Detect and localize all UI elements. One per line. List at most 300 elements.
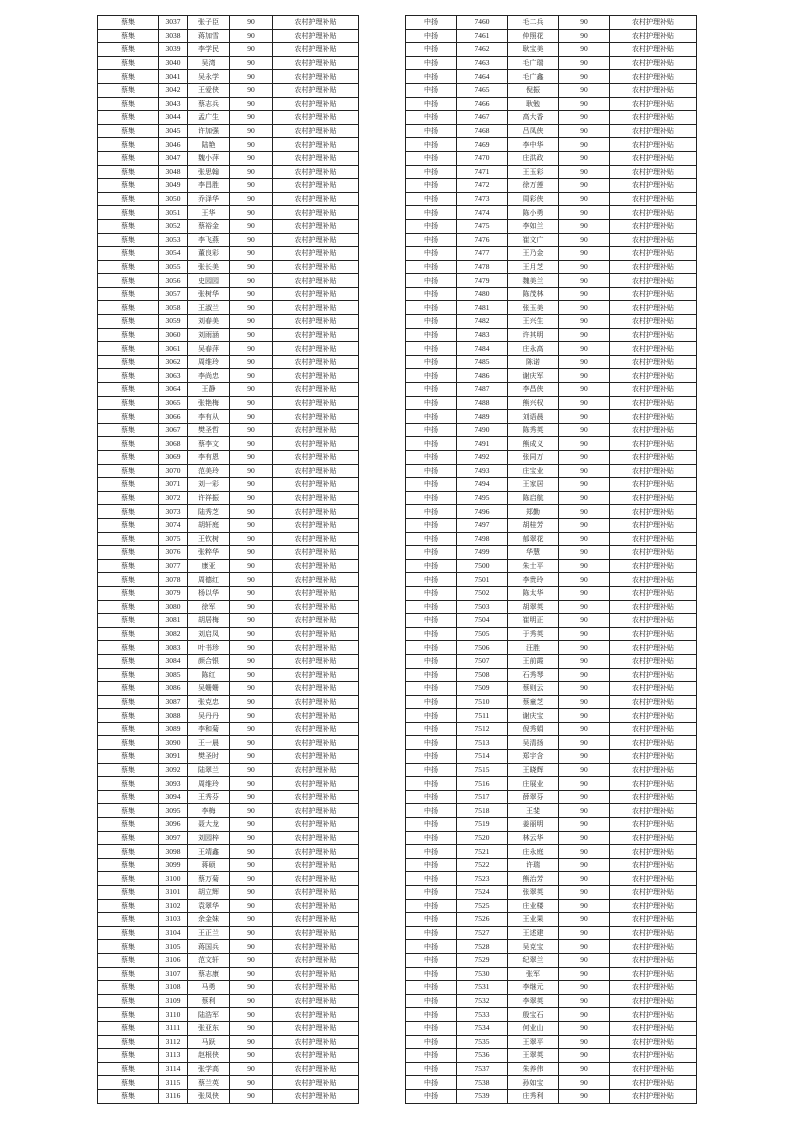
subsidy-type-cell: 农村护理补贴 — [610, 627, 697, 641]
serial-number-cell: 7461 — [457, 29, 508, 43]
serial-number-cell: 3113 — [159, 1049, 188, 1063]
name-cell: 袁翠华 — [188, 899, 230, 913]
amount-cell: 90 — [230, 709, 273, 723]
serial-number-cell: 7473 — [457, 192, 508, 206]
serial-number-cell: 7526 — [457, 913, 508, 927]
subsidy-type-cell: 农村护理补贴 — [610, 165, 697, 179]
serial-number-cell: 3053 — [159, 233, 188, 247]
serial-number-cell: 3051 — [159, 206, 188, 220]
amount-cell: 90 — [559, 274, 610, 288]
name-cell: 汪胜 — [508, 641, 559, 655]
amount-cell: 90 — [559, 287, 610, 301]
subsidy-type-cell: 农村护理补贴 — [273, 1076, 359, 1090]
town-cell: 蔡集 — [98, 845, 159, 859]
table-row — [406, 926, 697, 940]
subsidy-type-cell: 农村护理补贴 — [273, 179, 359, 193]
town-cell: 中扬 — [406, 1089, 457, 1103]
town-cell: 蔡集 — [98, 518, 159, 532]
serial-number-cell: 7491 — [457, 437, 508, 451]
name-cell: 范文轩 — [188, 953, 230, 967]
subsidy-type-cell: 农村护理补贴 — [273, 1021, 359, 1035]
amount-cell: 90 — [559, 1089, 610, 1103]
serial-number-cell: 3112 — [159, 1035, 188, 1049]
serial-number-cell: 7507 — [457, 654, 508, 668]
serial-number-cell: 3099 — [159, 858, 188, 872]
serial-number-cell: 7513 — [457, 736, 508, 750]
amount-cell: 90 — [559, 29, 610, 43]
amount-cell: 90 — [230, 97, 273, 111]
subsidy-type-cell: 农村护理补贴 — [610, 1062, 697, 1076]
table-row — [406, 396, 697, 410]
subsidy-type-cell: 农村护理补贴 — [273, 994, 359, 1008]
town-cell: 蔡集 — [98, 627, 159, 641]
serial-number-cell: 3037 — [159, 16, 188, 30]
amount-cell: 90 — [230, 532, 273, 546]
table-row — [406, 994, 697, 1008]
town-cell: 蔡集 — [98, 369, 159, 383]
name-cell: 王述建 — [508, 926, 559, 940]
table-row — [98, 994, 359, 1008]
amount-cell: 90 — [230, 1021, 273, 1035]
town-cell: 蔡集 — [98, 464, 159, 478]
table-row — [406, 518, 697, 532]
town-cell: 中扬 — [406, 1021, 457, 1035]
serial-number-cell: 7483 — [457, 328, 508, 342]
table-row — [406, 573, 697, 587]
table-row — [406, 97, 697, 111]
amount-cell: 90 — [559, 138, 610, 152]
town-cell: 中扬 — [406, 369, 457, 383]
table-row — [98, 1049, 359, 1063]
name-cell: 蒋国兵 — [188, 940, 230, 954]
name-cell: 王家居 — [508, 478, 559, 492]
amount-cell: 90 — [559, 16, 610, 30]
town-cell: 蔡集 — [98, 97, 159, 111]
subsidy-type-cell: 农村护理补贴 — [610, 451, 697, 465]
table-row — [406, 695, 697, 709]
name-cell: 崔文广 — [508, 233, 559, 247]
town-cell: 蔡集 — [98, 1049, 159, 1063]
table-row — [406, 206, 697, 220]
name-cell: 孟广生 — [188, 111, 230, 125]
name-cell: 蔡则云 — [508, 682, 559, 696]
serial-number-cell: 7492 — [457, 451, 508, 465]
table-row — [98, 451, 359, 465]
subsidy-type-cell: 农村护理补贴 — [273, 804, 359, 818]
serial-number-cell: 7463 — [457, 56, 508, 70]
town-cell: 蔡集 — [98, 451, 159, 465]
name-cell: 庄永庭 — [508, 845, 559, 859]
name-cell: 杨以华 — [188, 586, 230, 600]
amount-cell: 90 — [230, 1035, 273, 1049]
name-cell: 石秀琴 — [508, 668, 559, 682]
town-cell: 中扬 — [406, 1049, 457, 1063]
subsidy-type-cell: 农村护理补贴 — [610, 478, 697, 492]
amount-cell: 90 — [230, 206, 273, 220]
serial-number-cell: 7496 — [457, 505, 508, 519]
name-cell: 颜合银 — [188, 654, 230, 668]
amount-cell: 90 — [230, 546, 273, 560]
amount-cell: 90 — [230, 818, 273, 832]
town-cell: 中扬 — [406, 97, 457, 111]
name-cell: 倪振 — [508, 83, 559, 97]
amount-cell: 90 — [230, 369, 273, 383]
town-cell: 中扬 — [406, 967, 457, 981]
name-cell: 周维玲 — [188, 777, 230, 791]
serial-number-cell: 3043 — [159, 97, 188, 111]
town-cell: 中扬 — [406, 29, 457, 43]
name-cell: 徐军 — [188, 600, 230, 614]
town-cell: 蔡集 — [98, 16, 159, 30]
amount-cell: 90 — [559, 383, 610, 397]
name-cell: 李飞燕 — [188, 233, 230, 247]
subsidy-type-cell: 农村护理补贴 — [610, 260, 697, 274]
subsidy-type-cell: 农村护理补贴 — [610, 383, 697, 397]
serial-number-cell: 3076 — [159, 546, 188, 560]
town-cell: 中扬 — [406, 478, 457, 492]
name-cell: 刘园梓 — [188, 831, 230, 845]
subsidy-type-cell: 农村护理补贴 — [273, 573, 359, 587]
name-cell: 周维玲 — [188, 355, 230, 369]
table-row — [406, 355, 697, 369]
subsidy-type-cell: 农村护理补贴 — [273, 763, 359, 777]
subsidy-type-cell: 农村护理补贴 — [610, 695, 697, 709]
town-cell: 中扬 — [406, 287, 457, 301]
table-row — [98, 97, 359, 111]
town-cell: 中扬 — [406, 111, 457, 125]
table-row — [406, 1008, 697, 1022]
serial-number-cell: 7532 — [457, 994, 508, 1008]
serial-number-cell: 7465 — [457, 83, 508, 97]
name-cell: 李昌胜 — [188, 179, 230, 193]
name-cell: 殷宝石 — [508, 1008, 559, 1022]
table-row — [406, 777, 697, 791]
town-cell: 中扬 — [406, 206, 457, 220]
table-row — [98, 410, 359, 424]
name-cell: 蔡李文 — [188, 437, 230, 451]
town-cell: 中扬 — [406, 546, 457, 560]
serial-number-cell: 7510 — [457, 695, 508, 709]
town-cell: 蔡集 — [98, 532, 159, 546]
amount-cell: 90 — [230, 790, 273, 804]
serial-number-cell: 7490 — [457, 423, 508, 437]
subsidy-type-cell: 农村护理补贴 — [610, 315, 697, 329]
table-row — [406, 818, 697, 832]
amount-cell: 90 — [559, 491, 610, 505]
amount-cell: 90 — [559, 192, 610, 206]
amount-cell: 90 — [559, 559, 610, 573]
serial-number-cell: 3070 — [159, 464, 188, 478]
amount-cell: 90 — [230, 872, 273, 886]
table-row — [406, 151, 697, 165]
subsidy-type-cell: 农村护理补贴 — [273, 818, 359, 832]
town-cell: 中扬 — [406, 451, 457, 465]
name-cell: 胡居梅 — [188, 614, 230, 628]
subsidy-type-cell: 农村护理补贴 — [610, 1035, 697, 1049]
table-row — [406, 709, 697, 723]
town-cell: 中扬 — [406, 641, 457, 655]
amount-cell: 90 — [230, 953, 273, 967]
subsidy-type-cell: 农村护理补贴 — [610, 342, 697, 356]
town-cell: 中扬 — [406, 709, 457, 723]
amount-cell: 90 — [230, 763, 273, 777]
serial-number-cell: 7464 — [457, 70, 508, 84]
serial-number-cell: 7514 — [457, 750, 508, 764]
serial-number-cell: 3090 — [159, 736, 188, 750]
serial-number-cell: 7522 — [457, 858, 508, 872]
name-cell: 李学民 — [188, 43, 230, 57]
amount-cell: 90 — [230, 654, 273, 668]
name-cell: 庄宝业 — [508, 464, 559, 478]
subsidy-type-cell: 农村护理补贴 — [273, 627, 359, 641]
serial-number-cell: 3114 — [159, 1062, 188, 1076]
town-cell: 蔡集 — [98, 1089, 159, 1103]
serial-number-cell: 3098 — [159, 845, 188, 859]
subsidy-type-cell: 农村护理补贴 — [610, 818, 697, 832]
subsidy-type-cell: 农村护理补贴 — [273, 301, 359, 315]
subsidy-type-cell: 农村护理补贴 — [273, 97, 359, 111]
town-cell: 中扬 — [406, 1035, 457, 1049]
name-cell: 谢庆军 — [508, 369, 559, 383]
subsidy-type-cell: 农村护理补贴 — [273, 981, 359, 995]
name-cell: 张翠英 — [508, 886, 559, 900]
town-cell: 中扬 — [406, 192, 457, 206]
serial-number-cell: 3071 — [159, 478, 188, 492]
table-row — [406, 423, 697, 437]
amount-cell: 90 — [230, 858, 273, 872]
serial-number-cell: 3066 — [159, 410, 188, 424]
subsidy-type-cell: 农村护理补贴 — [610, 940, 697, 954]
table-row — [406, 179, 697, 193]
serial-number-cell: 3049 — [159, 179, 188, 193]
subsidy-type-cell: 农村护理补贴 — [273, 872, 359, 886]
table-row — [406, 111, 697, 125]
subsidy-type-cell: 农村护理补贴 — [273, 546, 359, 560]
name-cell: 纪翠兰 — [508, 953, 559, 967]
subsidy-type-cell: 农村护理补贴 — [273, 165, 359, 179]
subsidy-type-cell: 农村护理补贴 — [273, 913, 359, 927]
name-cell: 李继元 — [508, 981, 559, 995]
town-cell: 中扬 — [406, 926, 457, 940]
town-cell: 中扬 — [406, 845, 457, 859]
amount-cell: 90 — [559, 532, 610, 546]
name-cell: 吴克宝 — [508, 940, 559, 954]
amount-cell: 90 — [230, 410, 273, 424]
subsidy-type-cell: 农村护理补贴 — [273, 247, 359, 261]
amount-cell: 90 — [559, 722, 610, 736]
name-cell: 陆秀芝 — [188, 505, 230, 519]
subsidy-type-cell: 农村护理补贴 — [273, 111, 359, 125]
town-cell: 蔡集 — [98, 355, 159, 369]
town-cell: 中扬 — [406, 219, 457, 233]
serial-number-cell: 3063 — [159, 369, 188, 383]
table-row — [98, 274, 359, 288]
serial-number-cell: 7477 — [457, 247, 508, 261]
amount-cell: 90 — [230, 1049, 273, 1063]
amount-cell: 90 — [230, 682, 273, 696]
table-row — [98, 151, 359, 165]
name-cell: 朱养伟 — [508, 1062, 559, 1076]
subsidy-type-cell: 农村护理补贴 — [610, 994, 697, 1008]
table-row — [406, 274, 697, 288]
subsidy-type-cell: 农村护理补贴 — [273, 383, 359, 397]
subsidy-type-cell: 农村护理补贴 — [610, 192, 697, 206]
name-cell: 李和菊 — [188, 722, 230, 736]
subsidy-type-cell: 农村护理补贴 — [610, 328, 697, 342]
amount-cell: 90 — [559, 804, 610, 818]
table-row — [98, 478, 359, 492]
name-cell: 于秀英 — [508, 627, 559, 641]
amount-cell: 90 — [559, 668, 610, 682]
name-cell: 陆艳 — [188, 138, 230, 152]
amount-cell: 90 — [559, 872, 610, 886]
subsidy-type-cell: 农村护理补贴 — [610, 355, 697, 369]
subsidy-type-cell: 农村护理补贴 — [610, 287, 697, 301]
serial-number-cell: 7533 — [457, 1008, 508, 1022]
table-row — [406, 383, 697, 397]
name-cell: 蔡童芝 — [508, 695, 559, 709]
serial-number-cell: 7467 — [457, 111, 508, 125]
name-cell: 胡翠英 — [508, 600, 559, 614]
amount-cell: 90 — [559, 43, 610, 57]
table-row — [406, 981, 697, 995]
subsidy-type-cell: 农村护理补贴 — [273, 586, 359, 600]
town-cell: 中扬 — [406, 627, 457, 641]
town-cell: 蔡集 — [98, 736, 159, 750]
subsidy-type-cell: 农村护理补贴 — [273, 396, 359, 410]
name-cell: 张长美 — [188, 260, 230, 274]
amount-cell: 90 — [230, 464, 273, 478]
subsidy-type-cell: 农村护理补贴 — [610, 1076, 697, 1090]
subsidy-type-cell: 农村护理补贴 — [273, 491, 359, 505]
name-cell: 王玉彩 — [508, 165, 559, 179]
town-cell: 蔡集 — [98, 179, 159, 193]
town-cell: 中扬 — [406, 763, 457, 777]
name-cell: 吴丹丹 — [188, 709, 230, 723]
subsidy-type-cell: 农村护理补贴 — [610, 29, 697, 43]
amount-cell: 90 — [230, 423, 273, 437]
serial-number-cell: 3067 — [159, 423, 188, 437]
amount-cell: 90 — [559, 818, 610, 832]
table-row — [98, 953, 359, 967]
subsidy-type-cell: 农村护理补贴 — [273, 1035, 359, 1049]
town-cell: 中扬 — [406, 559, 457, 573]
name-cell: 胡桂芳 — [508, 518, 559, 532]
serial-number-cell: 3084 — [159, 654, 188, 668]
name-cell: 庄展业 — [508, 777, 559, 791]
town-cell: 中扬 — [406, 1076, 457, 1090]
name-cell: 蔡万菊 — [188, 872, 230, 886]
serial-number-cell: 7469 — [457, 138, 508, 152]
town-cell: 蔡集 — [98, 56, 159, 70]
name-cell: 王翠平 — [508, 1035, 559, 1049]
table-row — [98, 1021, 359, 1035]
name-cell: 叶书珍 — [188, 641, 230, 655]
table-row — [98, 16, 359, 30]
town-cell: 中扬 — [406, 165, 457, 179]
subsidy-type-cell: 农村护理补贴 — [610, 981, 697, 995]
serial-number-cell: 3116 — [159, 1089, 188, 1103]
table-row — [406, 43, 697, 57]
table-row — [98, 559, 359, 573]
subsidy-type-cell: 农村护理补贴 — [610, 43, 697, 57]
amount-cell: 90 — [559, 247, 610, 261]
subsidy-type-cell: 农村护理补贴 — [610, 56, 697, 70]
amount-cell: 90 — [230, 165, 273, 179]
subsidy-type-cell: 农村护理补贴 — [610, 179, 697, 193]
subsidy-type-cell: 农村护理补贴 — [273, 722, 359, 736]
name-cell: 张学高 — [188, 1062, 230, 1076]
amount-cell: 90 — [230, 70, 273, 84]
town-cell: 蔡集 — [98, 886, 159, 900]
serial-number-cell: 7515 — [457, 763, 508, 777]
amount-cell: 90 — [230, 586, 273, 600]
table-row — [98, 396, 359, 410]
name-cell: 吴永学 — [188, 70, 230, 84]
town-cell: 蔡集 — [98, 614, 159, 628]
subsidy-type-cell: 农村护理补贴 — [273, 668, 359, 682]
amount-cell: 90 — [559, 518, 610, 532]
serial-number-cell: 3061 — [159, 342, 188, 356]
name-cell: 蔡利 — [188, 994, 230, 1008]
town-cell: 中扬 — [406, 790, 457, 804]
table-row — [98, 940, 359, 954]
town-cell: 中扬 — [406, 994, 457, 1008]
town-cell: 蔡集 — [98, 586, 159, 600]
town-cell: 中扬 — [406, 586, 457, 600]
town-cell: 蔡集 — [98, 709, 159, 723]
serial-number-cell: 3087 — [159, 695, 188, 709]
town-cell: 蔡集 — [98, 967, 159, 981]
serial-number-cell: 3056 — [159, 274, 188, 288]
name-cell: 李贵玲 — [508, 573, 559, 587]
town-cell: 蔡集 — [98, 899, 159, 913]
town-cell: 蔡集 — [98, 396, 159, 410]
name-cell: 聂大龙 — [188, 818, 230, 832]
table-row — [406, 845, 697, 859]
serial-number-cell: 3072 — [159, 491, 188, 505]
serial-number-cell: 3048 — [159, 165, 188, 179]
town-cell: 中扬 — [406, 328, 457, 342]
amount-cell: 90 — [230, 1062, 273, 1076]
amount-cell: 90 — [559, 790, 610, 804]
town-cell: 蔡集 — [98, 491, 159, 505]
table-row — [406, 953, 697, 967]
subsidy-type-cell: 农村护理补贴 — [273, 70, 359, 84]
amount-cell: 90 — [230, 124, 273, 138]
serial-number-cell: 3069 — [159, 451, 188, 465]
name-cell: 张同万 — [508, 451, 559, 465]
name-cell: 陈红 — [188, 668, 230, 682]
subsidy-type-cell: 农村护理补贴 — [610, 750, 697, 764]
town-cell: 中扬 — [406, 491, 457, 505]
name-cell: 刘一彩 — [188, 478, 230, 492]
table-row — [406, 1049, 697, 1063]
table-row — [98, 83, 359, 97]
town-cell: 中扬 — [406, 940, 457, 954]
amount-cell: 90 — [230, 722, 273, 736]
name-cell: 李梅 — [188, 804, 230, 818]
amount-cell: 90 — [230, 437, 273, 451]
name-cell: 庄秀利 — [508, 1089, 559, 1103]
table-row — [98, 831, 359, 845]
amount-cell: 90 — [559, 206, 610, 220]
town-cell: 蔡集 — [98, 70, 159, 84]
town-cell: 中扬 — [406, 301, 457, 315]
subsidy-type-cell: 农村护理补贴 — [273, 600, 359, 614]
name-cell: 庄永高 — [508, 342, 559, 356]
table-row — [98, 315, 359, 329]
